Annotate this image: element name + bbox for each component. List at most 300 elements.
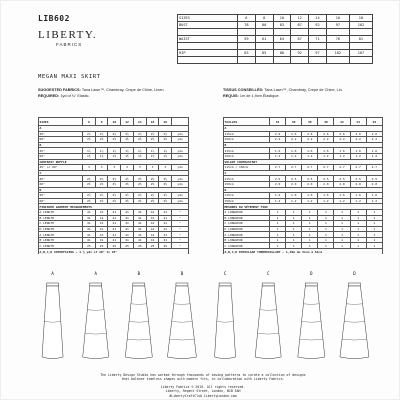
table-cell: 1 [286, 209, 302, 215]
table-cell: 2⅞ [95, 131, 108, 137]
size-cell [309, 43, 327, 50]
table-cell: 1 [350, 232, 366, 238]
size-cell: 61 [255, 36, 273, 43]
table-cell: 1 [350, 215, 366, 221]
table-cell: 1.6 [318, 148, 334, 154]
table-cell: 2.0 [350, 181, 366, 187]
size-cell: BUST [178, 22, 238, 29]
table-cell: 1.2 [318, 198, 334, 204]
size-cell: WAIST [178, 36, 238, 43]
table-cell: 25 [146, 243, 159, 249]
table-cell: 1 [334, 209, 350, 215]
table-cell: 2.5 [366, 176, 382, 182]
table-cell: 2⅝ [146, 176, 159, 182]
table-cell: 2.7 [270, 165, 286, 171]
size-row [178, 50, 373, 57]
size-cell [309, 57, 327, 64]
size-cell [291, 43, 309, 50]
size-row [178, 43, 373, 50]
table-cell: yds [172, 181, 189, 187]
row-label: 115cm [224, 148, 270, 154]
row-label: A LENGTH [39, 232, 83, 238]
table-cell: yds [172, 137, 189, 143]
waistband [219, 283, 231, 286]
table-cell: 1.2 [366, 198, 382, 204]
table-cell: 1.2 [302, 153, 318, 159]
table-cell: 2⅞ [159, 131, 172, 137]
size-cell: 102 [326, 50, 349, 57]
section-label: D [224, 187, 383, 193]
table-cell: 1.6 [302, 193, 318, 199]
size-cell: 6 [238, 15, 256, 22]
section-label: FINISHED GARMENT MEASUREMENTS [39, 204, 189, 210]
table-cell: 2⅞ [108, 193, 121, 199]
fabrics-label-fr: TISSUS CONSEILLÉS: [223, 88, 264, 92]
table-cell: 1 [366, 209, 382, 215]
table-cell: 1 [270, 232, 286, 238]
table-cell: 41 [83, 215, 96, 221]
table-cell: 1.2 [334, 153, 350, 159]
table-cell: 41 [146, 232, 159, 238]
table-cell: 2.2 [334, 137, 350, 143]
interfacing-note: A,B,C,D INTERFACING - 1 ½ yds of 20" to 25" [39, 249, 189, 255]
skirt-view [298, 271, 325, 359]
view-label: D [310, 271, 313, 276]
skirt-view [340, 271, 369, 359]
table-cell: 1 [286, 243, 302, 249]
section-label: A [224, 126, 383, 132]
table-cell: 1.6 [334, 193, 350, 199]
table-cell: 25 [95, 243, 108, 249]
table-cell: 41 [159, 226, 172, 232]
size-cell: 102 [349, 22, 372, 29]
table-cell: 1 [302, 209, 318, 215]
size-cell: 80 [255, 22, 273, 29]
table-cell: 2⅜ [83, 198, 96, 204]
table-cell: 2⅜ [133, 137, 146, 143]
table-cell: 3 [159, 165, 172, 171]
size-cell [178, 57, 238, 64]
table-cell: 41 [83, 237, 96, 243]
interfacing-row [39, 249, 189, 255]
table-cell: 2⅜ [108, 198, 121, 204]
header-row [39, 118, 189, 126]
size-cell [273, 43, 291, 50]
waistband [133, 283, 145, 286]
table-cell: 2.2 [302, 137, 318, 143]
table-cell: 1.2 [302, 198, 318, 204]
table-cell: 1 [318, 232, 334, 238]
table-cell: 1 [302, 243, 318, 249]
size-cell [273, 29, 291, 36]
size-cell: 83 [273, 22, 291, 29]
row-label: TAILLES [224, 118, 270, 126]
table-cell: 1 [318, 243, 334, 249]
table-cell: 2⅞ [83, 131, 96, 137]
table-cell: 1⅜ [133, 153, 146, 159]
table-cell: 25 [133, 243, 146, 249]
table-cell: 1 [366, 232, 382, 238]
size-cell: 81 [349, 36, 372, 43]
web-links: #LibertyCraftClub LibertyLondon.com [169, 393, 237, 398]
view-label: C [266, 271, 270, 276]
table-cell: yds [172, 193, 189, 199]
table-cell: 1 [350, 209, 366, 215]
table-cell: yds [172, 176, 189, 182]
section-label: C [39, 170, 189, 176]
table-cell: 2⅞ [146, 193, 159, 199]
size-cell: 67 [291, 36, 309, 43]
size-cell: HIP [178, 50, 238, 57]
size-cell [255, 57, 273, 64]
size-cell: 78 [238, 22, 256, 29]
waistband [176, 283, 188, 286]
row-label: A LONGUEUR [224, 232, 270, 238]
table-cell: 2.5 [302, 176, 318, 182]
table-cell: 1 [318, 209, 334, 215]
size-cell [349, 57, 372, 64]
table-cell: 2.7 [366, 165, 382, 171]
size-cell [309, 29, 327, 36]
section-label: MESURES DU VÊTEMENT FINI [224, 204, 383, 210]
table-cell: 1 [366, 243, 382, 249]
table-cell: 3 [121, 165, 134, 171]
table-cell: 14 [133, 118, 146, 126]
table-cell: 41 [83, 221, 96, 227]
row-label: 45" or 60" [39, 165, 83, 171]
table-cell: 18 [159, 118, 172, 126]
table-cell: 41 [108, 209, 121, 215]
table-cell: 41 [95, 226, 108, 232]
table-cell: 41 [146, 215, 159, 221]
skirt-view [167, 271, 196, 359]
skirt-body [83, 286, 109, 359]
table-cell: 1.6 [286, 148, 302, 154]
table-cell: " [172, 221, 189, 227]
table-cell: 41 [95, 221, 108, 227]
size-cell: 97 [309, 50, 327, 57]
row-label: 150cm [224, 153, 270, 159]
table-cell: 1 [302, 226, 318, 232]
table-cell: 1 [334, 215, 350, 221]
table-cell: 2.0 [286, 181, 302, 187]
table-cell: " [172, 232, 189, 238]
copyright: Liberty Fabrics © 2019. All rights reserved. [160, 385, 246, 389]
size-cell: SIZES [178, 15, 238, 22]
table-cell: 1⅜ [108, 153, 121, 159]
size-row [178, 36, 373, 43]
table-cell: 1 [366, 221, 382, 227]
table-cell: 2⅛ [159, 181, 172, 187]
size-cell: 83 [238, 50, 256, 57]
table-cell: 1⅞ [121, 148, 134, 154]
table-cell: 1 [350, 221, 366, 227]
pattern-title: MEGAN MAXI SKIRT [38, 74, 101, 80]
section-label: A [39, 126, 189, 132]
size-cell [349, 29, 372, 36]
section-label: B [224, 142, 383, 148]
table-cell: 2⅜ [146, 137, 159, 143]
table-cell: yds [172, 153, 189, 159]
table-cell: 41 [146, 221, 159, 227]
table-cell: 41 [146, 226, 159, 232]
table-cell: 1.6 [350, 148, 366, 154]
table-cell: 2⅜ [108, 137, 121, 143]
table-cell: 1.6 [286, 193, 302, 199]
table-cell: 6 [83, 118, 96, 126]
section-label: VOLANT CONTRASTANT [224, 159, 383, 165]
table-cell: 2⅝ [133, 176, 146, 182]
table-cell: " [172, 243, 189, 249]
table-cell: 41 [121, 226, 134, 232]
table-cell: 1⅞ [83, 148, 96, 154]
size-row [178, 15, 373, 22]
table-cell: 41 [95, 237, 108, 243]
row-label: 150cm [224, 137, 270, 143]
table-cell: 1⅜ [95, 153, 108, 159]
requirements-table-english [38, 117, 189, 254]
table-cell: 2.6 [302, 131, 318, 137]
size-cell: 87 [291, 22, 309, 29]
row-label: A LENGTH [39, 209, 83, 215]
interfacing-note: A,B,C,D ENTOILAGE THERMOCOLLANT - 1,30m de 51cm à 64cm [224, 249, 383, 255]
table-cell: 3 [95, 165, 108, 171]
table-cell: 2.7 [334, 165, 350, 171]
fabrics-french [223, 88, 383, 99]
table-cell: 2⅞ [121, 131, 134, 137]
brand-sub: FABRICS [56, 42, 83, 47]
table-cell: 3 [108, 165, 121, 171]
section-label: C [224, 170, 383, 176]
table-cell: 1 [302, 237, 318, 243]
pattern-code: LIB602 [38, 14, 70, 23]
size-cell: 92 [291, 50, 309, 57]
table-cell: 2⅜ [146, 198, 159, 204]
size-cell: 76 [326, 36, 349, 43]
row-label: 60" [39, 198, 83, 204]
skirt-view [255, 271, 281, 359]
table-cell: 1 [350, 237, 366, 243]
table-cell: 2.2 [318, 137, 334, 143]
table-cell: 1 [270, 226, 286, 232]
table-cell: 2.0 [334, 181, 350, 187]
table-cell: 2.2 [366, 137, 382, 143]
table-cell: 25 [121, 243, 134, 249]
table-cell: 2.7 [302, 165, 318, 171]
row-label: D LONGUEUR [224, 226, 270, 232]
row-label: C LENGTH [39, 243, 83, 249]
table-cell: 2⅝ [108, 176, 121, 182]
skirt-body [255, 286, 281, 359]
view-label: D [353, 271, 356, 276]
size-cell [238, 29, 256, 36]
table-cell: 34 [270, 118, 286, 126]
table-cell: " [172, 209, 189, 215]
table-cell: 41 [133, 209, 146, 215]
table-cell: 1 [286, 226, 302, 232]
size-cell: 92 [309, 22, 327, 29]
table-cell: 2.5 [350, 176, 366, 182]
table-cell: 41 [83, 232, 96, 238]
table-cell: 1.6 [270, 193, 286, 199]
table-cell: 2⅞ [95, 193, 108, 199]
row-label: B LENGTH [39, 215, 83, 221]
table-cell: 2⅛ [108, 181, 121, 187]
table-cell: 41 [121, 232, 134, 238]
table-cell: 2⅜ [159, 198, 172, 204]
table-cell: 2.2 [270, 137, 286, 143]
view-label: B [137, 271, 141, 276]
row-label: 150cm [224, 198, 270, 204]
table-cell: 2⅛ [95, 181, 108, 187]
row-label: B LENGTH [39, 237, 83, 243]
table-cell: 1 [334, 232, 350, 238]
size-row [178, 29, 373, 36]
size-chart-table [177, 14, 373, 64]
waistband [47, 283, 59, 286]
table-cell: 1 [318, 221, 334, 227]
table-cell: 2.7 [286, 165, 302, 171]
table-cell: 8 [95, 118, 108, 126]
table-cell: 2⅞ [108, 131, 121, 137]
size-cell: 10 [273, 15, 291, 22]
table-cell: yds [172, 131, 189, 137]
table-cell: 1 [286, 232, 302, 238]
table-cell: 2.6 [350, 131, 366, 137]
row-label: A LONGUEUR [224, 209, 270, 215]
table-cell: 1.6 [318, 193, 334, 199]
section-label: D [39, 187, 189, 193]
table-cell: 25 [83, 243, 96, 249]
table-cell: 1⅞ [159, 148, 172, 154]
table-cell: 41 [159, 232, 172, 238]
table-cell: 1 [318, 237, 334, 243]
table-cell: 2⅝ [159, 176, 172, 182]
table-cell: 1⅜ [121, 153, 134, 159]
table-cell: 3 [146, 165, 159, 171]
table-cell: 1⅞ [108, 148, 121, 154]
section-label: B [39, 142, 189, 148]
required-label: REQUIRED: [38, 93, 60, 98]
row-label: 60" [39, 181, 83, 187]
table-cell: 1 [334, 243, 350, 249]
table-cell: 1.2 [286, 198, 302, 204]
interfacing-row [224, 249, 383, 255]
table-cell: 1 [270, 237, 286, 243]
table-cell: 2⅛ [133, 181, 146, 187]
row-label: 45" [39, 131, 83, 137]
table-cell: 2⅛ [83, 181, 96, 187]
waistband [348, 283, 360, 286]
table-cell: 2.5 [286, 176, 302, 182]
table-cell: 42 [334, 118, 350, 126]
table-cell: 1 [286, 215, 302, 221]
table-cell: 2.5 [334, 176, 350, 182]
table-cell: 2⅝ [95, 176, 108, 182]
table-cell [172, 118, 189, 126]
table-cell: 2.6 [334, 131, 350, 137]
table-cell: 1.2 [334, 198, 350, 204]
table-cell: 1.6 [366, 148, 382, 154]
footer-legal [38, 373, 368, 382]
table-cell: 41 [146, 237, 159, 243]
size-cell [326, 43, 349, 50]
required-label-fr: REQUIS: [223, 93, 239, 98]
required-text-fr: 1m de 1,9cm Élastique. [239, 93, 280, 98]
table-cell: 1 [318, 215, 334, 221]
row-label: 45" [39, 193, 83, 199]
table-cell: 2.0 [366, 181, 382, 187]
size-cell: 88 [273, 50, 291, 57]
table-cell: 2.5 [318, 176, 334, 182]
skirt-view [42, 271, 63, 359]
size-cell: 8 [255, 15, 273, 22]
size-cell [178, 43, 238, 50]
size-cell [255, 29, 273, 36]
size-cell: 14 [309, 15, 327, 22]
size-cell: 12 [291, 15, 309, 22]
table-cell: 41 [133, 215, 146, 221]
row-label: 45" [39, 176, 83, 182]
table-cell: 1 [270, 209, 286, 215]
table-cell: 2.6 [366, 131, 382, 137]
size-cell [326, 29, 349, 36]
table-cell: 40 [318, 118, 334, 126]
table-cell: 1 [318, 226, 334, 232]
table-cell: 1 [302, 215, 318, 221]
table-cell: 41 [121, 237, 134, 243]
table-cell: 2⅞ [159, 193, 172, 199]
table-cell: 2.0 [318, 181, 334, 187]
table-cell: 1⅜ [159, 153, 172, 159]
size-cell [238, 43, 256, 50]
waistband [90, 283, 102, 286]
table-cell: 2.0 [302, 181, 318, 187]
table-cell: 41 [121, 221, 134, 227]
table-cell: 41 [159, 237, 172, 243]
table-cell: 46 [366, 118, 382, 126]
table-cell: 2⅞ [121, 193, 134, 199]
table-cell: 41 [108, 232, 121, 238]
size-cell [349, 43, 372, 50]
table-cell: 2⅞ [133, 131, 146, 137]
view-label: A [51, 271, 54, 276]
table-cell: 41 [95, 215, 108, 221]
size-cell [291, 57, 309, 64]
table-cell: 16 [146, 118, 159, 126]
required-text: 1yd of ¾" Elastic. [60, 93, 90, 98]
table-cell: 41 [108, 237, 121, 243]
table-cell: 2⅜ [121, 137, 134, 143]
table-cell: 1.6 [334, 148, 350, 154]
table-cell: 36 [286, 118, 302, 126]
table-cell: yds [172, 165, 189, 171]
table-cell: 41 [133, 237, 146, 243]
table-cell: 25 [159, 243, 172, 249]
table-cell: 1.6 [302, 148, 318, 154]
size-cell: 107 [349, 50, 372, 57]
table-cell: 1⅜ [83, 153, 96, 159]
table-cell: 1 [334, 226, 350, 232]
size-row [178, 57, 373, 64]
fabrics-text-fr: Tana Lawn™, Chambray, Crepe de Chine, Lin. [264, 88, 343, 92]
table-cell: 1.2 [286, 153, 302, 159]
table-cell: 1 [366, 215, 382, 221]
table-cell: 41 [159, 221, 172, 227]
view-label: A [94, 271, 97, 276]
table-cell: " [172, 237, 189, 243]
section-label: CONTRAST RUFFLE [39, 159, 189, 165]
